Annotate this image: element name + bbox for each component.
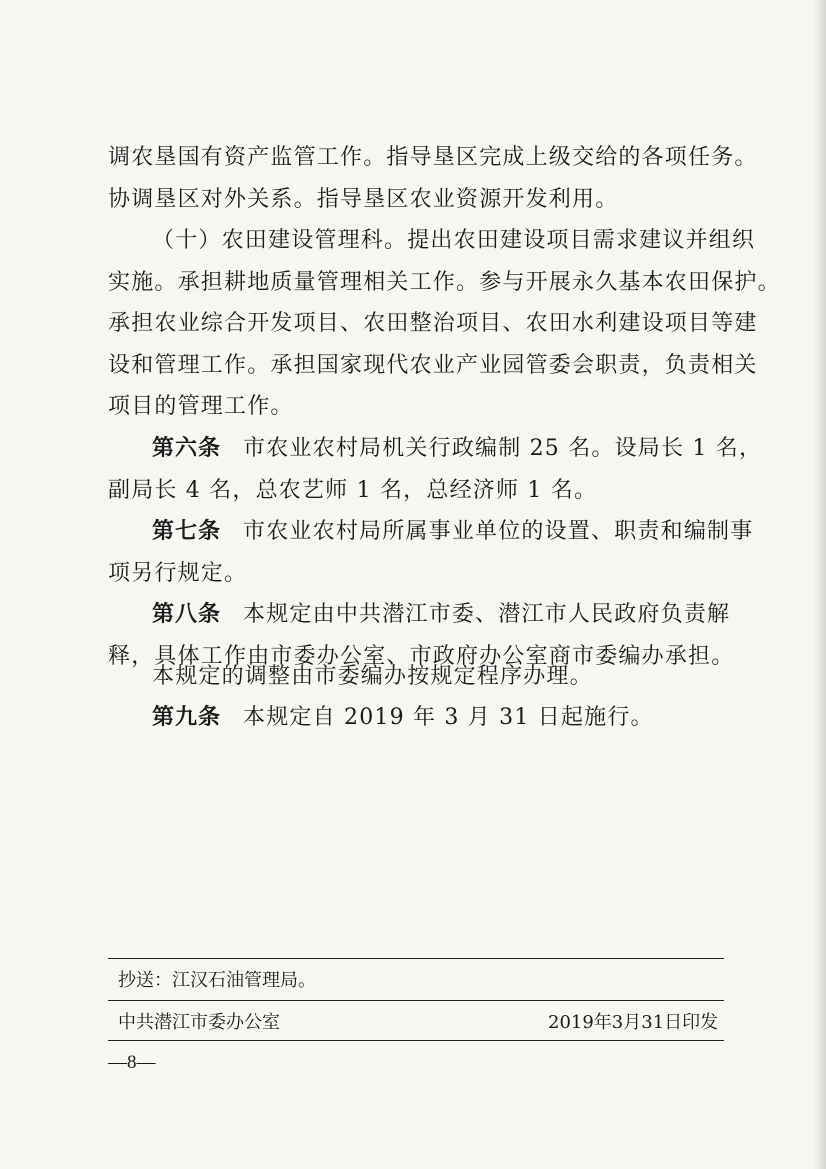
- text-line: 调农垦国有资产监管工作。指导垦区完成上级交给的各项任务。: [108, 145, 758, 170]
- text-line: 设和管理工作。承担国家现代农业产业园管委会职责，负责相关: [108, 352, 758, 378]
- text-line: 副局长 4 名，总农艺师 1 名，总经济师 1 名。: [108, 477, 598, 503]
- page-edge-shadow: [814, 0, 826, 1169]
- text-line: 本规定由中共潜江市委、潜江市人民政府负责解: [243, 602, 731, 627]
- footer-bottom-rule: [108, 1040, 724, 1041]
- text-line: （十）农田建设管理科。提出农田建设项目需求建议并组织: [152, 228, 756, 253]
- article-label: 第六条: [152, 435, 222, 461]
- text-line: 市农业农村局机关行政编制 25 名。设局长 1 名，: [243, 436, 763, 461]
- article-label: 第七条: [152, 518, 222, 544]
- article-label: 第八条: [152, 601, 222, 627]
- paragraph-farmland-section: [108, 220, 781, 428]
- article-label: 第九条: [152, 704, 222, 730]
- text-line: 市农业农村局所属事业单位的设置、职责和编制事: [243, 519, 754, 544]
- text-line: 释，具体工作由市委办公室、市政府办公室商市委编办承担。: [108, 643, 735, 669]
- paragraph-1: [108, 137, 758, 220]
- text-line: 本规定自 2019 年 3 月 31 日起施行。: [243, 705, 654, 730]
- article-7: [108, 511, 754, 594]
- cc-line: 抄送：江汉石油管理局。: [118, 970, 316, 991]
- text-line: 实施。承担耕地质量管理相关工作。参与开展永久基本农田保护。: [108, 269, 781, 295]
- footer-middle-rule: [108, 1000, 724, 1001]
- text-line: 项另行规定。: [108, 560, 248, 586]
- article-9: [108, 697, 728, 739]
- page-number: —8—: [108, 1052, 156, 1073]
- footer-top-rule: [108, 958, 724, 959]
- text-line: 协调垦区对外关系。指导垦区农业资源开发利用。: [108, 186, 619, 212]
- text-line: 项目的管理工作。: [108, 394, 294, 419]
- article-6: [108, 428, 763, 511]
- text-line: 本规定的调整由市委编办按规定程序办理。: [152, 664, 593, 689]
- text-line: 承担农业综合开发项目、农田整治项目、农田水利建设项目等建: [108, 311, 758, 336]
- paragraph-adjustment: [108, 656, 728, 698]
- issuer-name: 中共潜江市委办公室: [118, 1012, 280, 1033]
- issue-date: 2019年3月31日印发: [548, 1012, 719, 1033]
